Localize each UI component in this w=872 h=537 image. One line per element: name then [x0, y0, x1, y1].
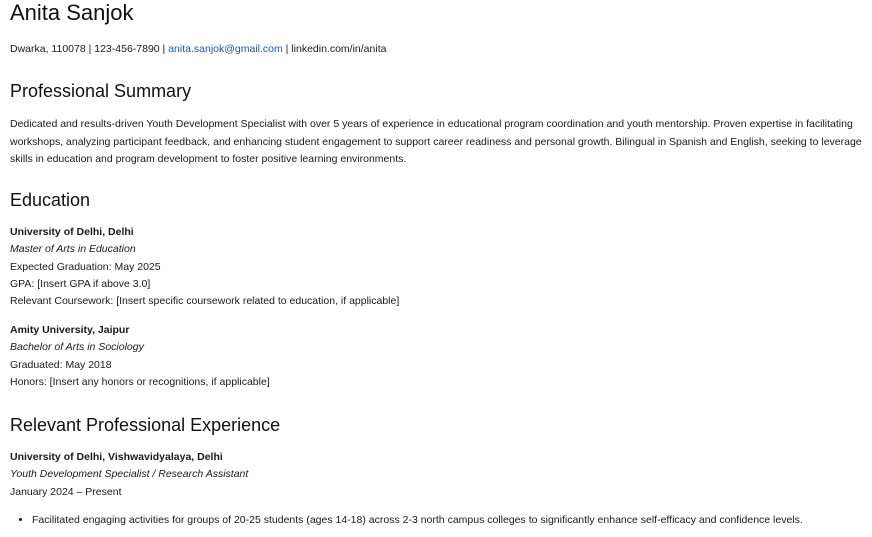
gpa: GPA: [Insert GPA if above 3.0] — [10, 277, 151, 290]
contact-line — [10, 42, 386, 56]
email-link[interactable]: anita.sanjok@gmail.com — [168, 43, 283, 55]
summary-heading: Professional Summary — [10, 81, 192, 101]
graduation-date: Graduated: May 2018 — [10, 358, 112, 371]
experience-heading: Relevant Professional Experience — [10, 415, 281, 435]
location-phone: Dwarka, 110078 | 123-456-7890 | — [10, 43, 169, 55]
education-entry — [10, 224, 862, 310]
employment-dates: January 2024 – Present — [10, 485, 122, 498]
honors: Honors: [Insert any honors or recognitions, if applicable] — [10, 375, 270, 388]
organization-name: University of Delhi, Vishwavidyalaya, Delhi — [10, 451, 223, 463]
education-heading: Education — [10, 190, 91, 210]
role-title: Youth Development Specialist / Research Assistant — [10, 468, 249, 481]
experience-bullet-list — [10, 512, 862, 529]
experience-entry — [10, 449, 862, 501]
coursework: Relevant Coursework: [Insert specific coursework related to education, if applicable] — [10, 295, 400, 308]
linkedin-text: | linkedin.com/in/anita — [282, 43, 387, 55]
degree-name: Bachelor of Arts in Sociology — [10, 341, 144, 354]
list-item: • Facilitated engaging activities for groups of 20-25 students (ages 14-18) across 2-3 north campus colleges to significantly enhance self-efficacy and confidence levels. — [32, 512, 862, 529]
summary-text: Dedicated and results-driven Youth Development Specialist with over 5 years of experience in educational program coordination and youth mentorship. Proven expertise in facilitating workshops, analyzing participant feedback, and enhancing student engagement to support career readiness and personal growth. Bilingual in Spanish and English, seeking to leverage skills in education and program development to foster positive learning environments. — [10, 118, 862, 165]
institution-name: Amity University, Jaipur — [10, 324, 130, 336]
graduation-date: Expected Graduation: May 2025 — [10, 260, 161, 273]
candidate-name: Anita Sanjok — [10, 0, 134, 25]
degree-name: Master of Arts in Education — [10, 243, 136, 256]
institution-name: University of Delhi, Delhi — [10, 226, 134, 238]
education-entry — [10, 322, 862, 391]
